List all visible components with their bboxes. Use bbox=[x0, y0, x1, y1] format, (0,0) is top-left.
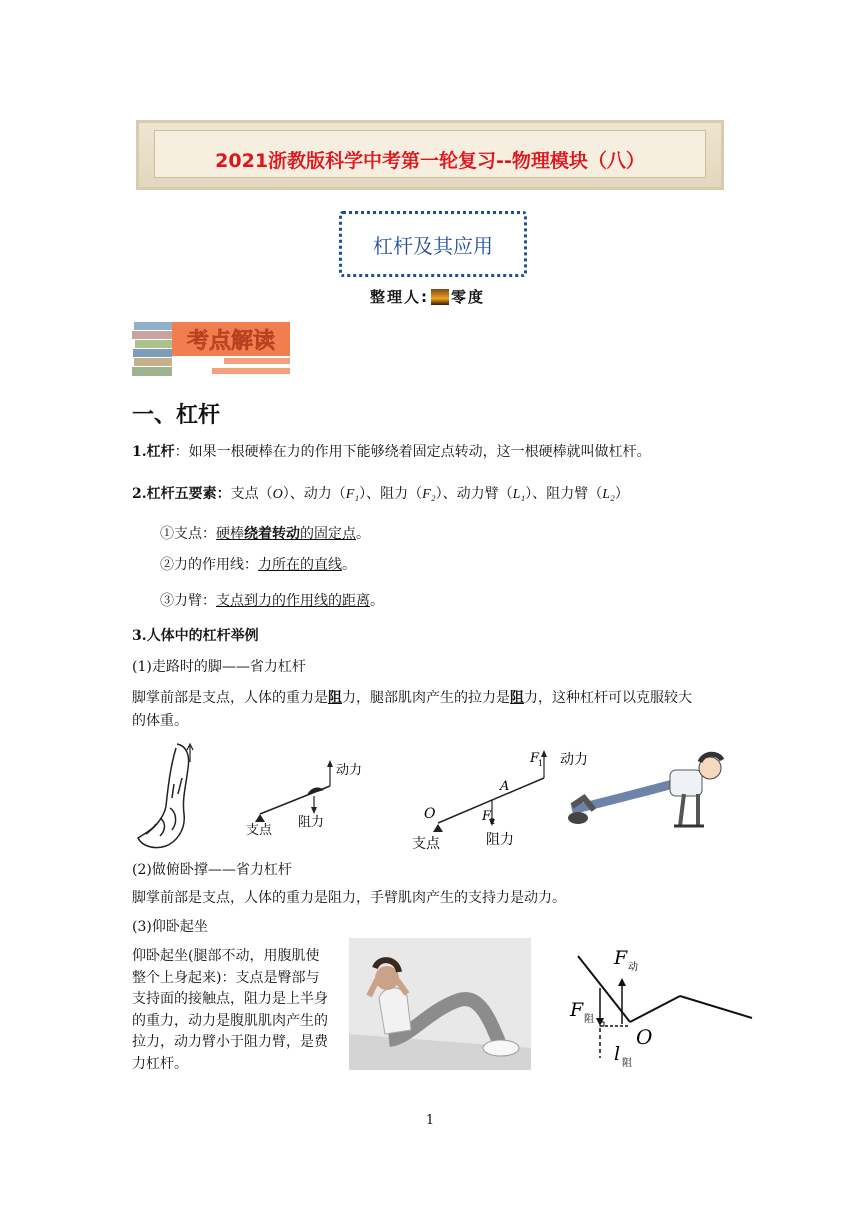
label-load-1: 阻力 bbox=[298, 815, 325, 830]
lever-definition-label: 1.杠杆 bbox=[132, 444, 175, 460]
sunset-avatar-icon bbox=[431, 289, 449, 305]
situp-line: 拉力，动力臂小于阻力臂，是费 bbox=[132, 1034, 328, 1051]
label-fulcrum-2: 支点 bbox=[412, 836, 440, 852]
situp-line: 的重力，动力是腹肌肌肉产生的 bbox=[132, 1012, 328, 1029]
definition-label: ②力的作用线： bbox=[160, 557, 258, 573]
situp-line: 力杠杆。 bbox=[132, 1055, 188, 1072]
example-text-emph: 阻 bbox=[328, 690, 342, 706]
section-badge-text: 考点解读 bbox=[186, 328, 276, 354]
example-walking-title: (1)走路时的脚——省力杠杆 bbox=[132, 659, 306, 675]
foot-sketch bbox=[138, 744, 193, 848]
body-lever-examples-heading: 3.人体中的杠杆举例 bbox=[132, 628, 259, 644]
definition-label: ③力臂： bbox=[160, 593, 216, 609]
label-f1: F bbox=[530, 751, 540, 766]
situp-photo bbox=[349, 938, 531, 1070]
definition-text: 力所在的直线 bbox=[258, 557, 342, 573]
definition-line-of-action bbox=[160, 555, 356, 575]
label-f-load-sub: 阻 bbox=[584, 1014, 594, 1025]
label-f2: F bbox=[482, 809, 492, 824]
situp-line: 整个上身起来)：支点是臀部与 bbox=[132, 969, 320, 986]
symbol-o: O bbox=[272, 487, 283, 502]
five-elements-text: 支点（ bbox=[230, 486, 273, 502]
label-a: A bbox=[500, 779, 510, 794]
example-walking-text-cont: 的体重。 bbox=[132, 713, 188, 729]
definition-end: 。 bbox=[370, 593, 384, 609]
organizer-label: 整理人: bbox=[370, 288, 429, 306]
situp-line: 支持面的接触点，阻力是上半身 bbox=[132, 991, 328, 1008]
five-elements bbox=[132, 484, 629, 505]
document-title: 2021浙教版科学中考第一轮复习--物理模块（八） bbox=[215, 150, 645, 172]
example-walking-text bbox=[132, 688, 692, 708]
title-banner bbox=[136, 120, 724, 190]
label-load-2: 阻力 bbox=[486, 832, 514, 848]
label-fulcrum-1: 支点 bbox=[246, 823, 273, 838]
example-text: 力，这种杠杆可以克服较大 bbox=[524, 690, 692, 706]
pushup-person-illustration bbox=[568, 754, 722, 826]
topic-title: 杠杆及其应用 bbox=[373, 234, 493, 258]
label-effort-1: 动力 bbox=[336, 763, 363, 778]
page-number: 1 bbox=[425, 1113, 435, 1128]
definition-text: 的固定点 bbox=[300, 526, 356, 542]
five-elements-text: ）、阻力臂（ bbox=[525, 486, 603, 502]
example-pushup-text: 脚掌前部是支点，人体的重力是阻力，手臂肌肉产生的支持力是动力。 bbox=[132, 890, 566, 906]
example-text: 力，腿部肌肉产生的拉力是 bbox=[342, 690, 510, 706]
label-o-situp: O bbox=[636, 1025, 653, 1049]
example-situp-title: (3)仰卧起坐 bbox=[132, 919, 208, 935]
example-text-emph: 阻 bbox=[510, 690, 524, 706]
symbol-f2: F₂ bbox=[422, 487, 436, 502]
section-heading: 一、杠杆 bbox=[132, 403, 221, 428]
organizer-name: 零度 bbox=[451, 288, 486, 306]
definition-lever-arm bbox=[160, 591, 384, 611]
label-l-load: l bbox=[614, 1043, 621, 1065]
definition-end: 。 bbox=[342, 557, 356, 573]
situp-line: 仰卧起坐(腿部不动，用腹肌使 bbox=[132, 948, 320, 964]
organizer-line bbox=[370, 286, 485, 307]
definition-end: 。 bbox=[356, 526, 370, 542]
example-situp-text bbox=[132, 946, 348, 1076]
section-badge bbox=[132, 318, 292, 378]
lever-definition bbox=[132, 442, 651, 462]
label-f-effort-sub: 动 bbox=[628, 962, 638, 973]
label-f1-sub: 1 bbox=[538, 759, 544, 768]
label-l-load-sub: 阻 bbox=[622, 1058, 632, 1069]
lever-figures-row bbox=[132, 738, 732, 856]
symbol-l2: L₂ bbox=[602, 487, 615, 502]
five-elements-text: ） bbox=[614, 486, 629, 502]
five-elements-text: ）、动力（ bbox=[282, 486, 346, 502]
walking-lever-diagram bbox=[246, 760, 362, 838]
label-f-load: F bbox=[570, 999, 584, 1021]
five-elements-text: ）、阻力（ bbox=[359, 486, 423, 502]
definition-label: ①支点： bbox=[160, 526, 216, 542]
lever-definition-text: ：如果一根硬棒在力的作用下能够绕着固定点转动，这一根硬棒就叫做杠杆。 bbox=[174, 444, 651, 460]
example-text: 脚掌前部是支点，人体的重力是 bbox=[132, 690, 328, 706]
definition-text: 硬棒 bbox=[216, 526, 244, 542]
label-f2-sub: 2 bbox=[490, 817, 496, 826]
definition-text: 支点到力的作用线的距离 bbox=[216, 593, 370, 609]
topic-box bbox=[339, 211, 527, 277]
label-o: O bbox=[424, 806, 436, 822]
five-elements-label: 2.杠杆五要素： bbox=[132, 486, 231, 502]
label-f-effort: F bbox=[614, 947, 628, 969]
label-effort-2: 动力 bbox=[560, 752, 588, 768]
five-elements-text: ）、动力臂（ bbox=[435, 486, 513, 502]
example-pushup-title: (2)做俯卧撑——省力杠杆 bbox=[132, 862, 292, 878]
situp-lever-diagram bbox=[560, 940, 760, 1070]
symbol-l1: L₁ bbox=[512, 487, 526, 502]
definition-fulcrum bbox=[160, 524, 370, 544]
definition-text-bold: 绕着转动 bbox=[244, 526, 300, 542]
labeled-lever-diagram bbox=[412, 750, 588, 852]
symbol-f1: F₁ bbox=[345, 487, 360, 502]
